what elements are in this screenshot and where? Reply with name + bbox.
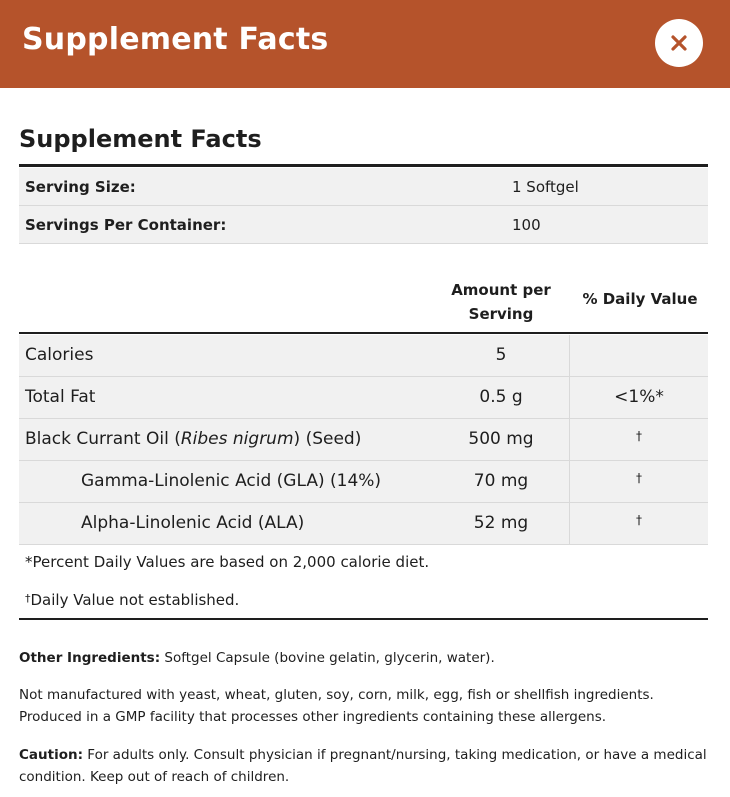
serving-size-row: [19, 168, 708, 206]
nutrient-amount: 0.5 g: [479, 387, 523, 407]
nutrient-daily-value: [569, 335, 708, 376]
servings-per-container-label: Servings Per Container:: [25, 216, 227, 234]
table-row: [19, 335, 708, 377]
column-header-amount: Amount per Serving: [451, 281, 551, 323]
serving-size-value: 1 Softgel: [512, 178, 579, 196]
close-icon: [670, 34, 688, 52]
servings-per-container-row: [19, 206, 708, 244]
table-row: [19, 461, 708, 503]
other-ingredients: Other Ingredients: Softgel Capsule (bovine gelatin, glycerin, water).: [19, 650, 495, 666]
column-header-daily-value: % Daily Value: [582, 290, 698, 308]
table-row: [19, 503, 708, 545]
table-row: [19, 419, 708, 461]
nutrient-daily-value: †: [569, 419, 708, 460]
servings-per-container-value: 100: [512, 216, 541, 234]
caution-statement: Caution: For adults only. Consult physician if pregnant/nursing, taking medication, or have a medical condition. Keep out of reach of children.: [19, 747, 707, 785]
nutrient-name: Calories: [25, 345, 94, 365]
nutrient-name: Gamma-Linolenic Acid (GLA) (14%): [81, 471, 382, 491]
footnote-dagger: †Daily Value not established.: [25, 591, 240, 609]
divider: [19, 618, 708, 620]
footnote-percent-daily-value: *Percent Daily Values are based on 2,000 calorie diet.: [25, 553, 430, 571]
close-button[interactable]: [655, 19, 703, 67]
serving-size-label: Serving Size:: [25, 178, 136, 196]
nutrient-daily-value: <1%*: [569, 377, 708, 418]
nutrient-name: Alpha-Linolenic Acid (ALA): [81, 513, 305, 533]
nutrient-name: Black Currant Oil (Ribes nigrum) (Seed): [25, 429, 362, 449]
nutrient-daily-value: †: [569, 503, 708, 544]
nutrient-amount: 5: [495, 345, 507, 365]
allergen-statement: Not manufactured with yeast, wheat, gluten, soy, corn, milk, egg, fish or shellfish ingredients. Produced in a GMP facility that processes other ingredients containing these allergens.: [19, 687, 654, 725]
nutrient-amount: 52 mg: [473, 513, 529, 533]
nutrient-amount: 500 mg: [468, 429, 534, 449]
modal-title: Supplement Facts: [22, 22, 329, 57]
nutrient-name: Total Fat: [25, 387, 96, 407]
nutrient-daily-value: †: [569, 461, 708, 502]
facts-title: Supplement Facts: [19, 125, 262, 153]
modal-header: [0, 0, 730, 88]
table-row: [19, 377, 708, 419]
divider: [19, 164, 708, 167]
nutrient-amount: 70 mg: [473, 471, 529, 491]
divider: [19, 332, 708, 334]
